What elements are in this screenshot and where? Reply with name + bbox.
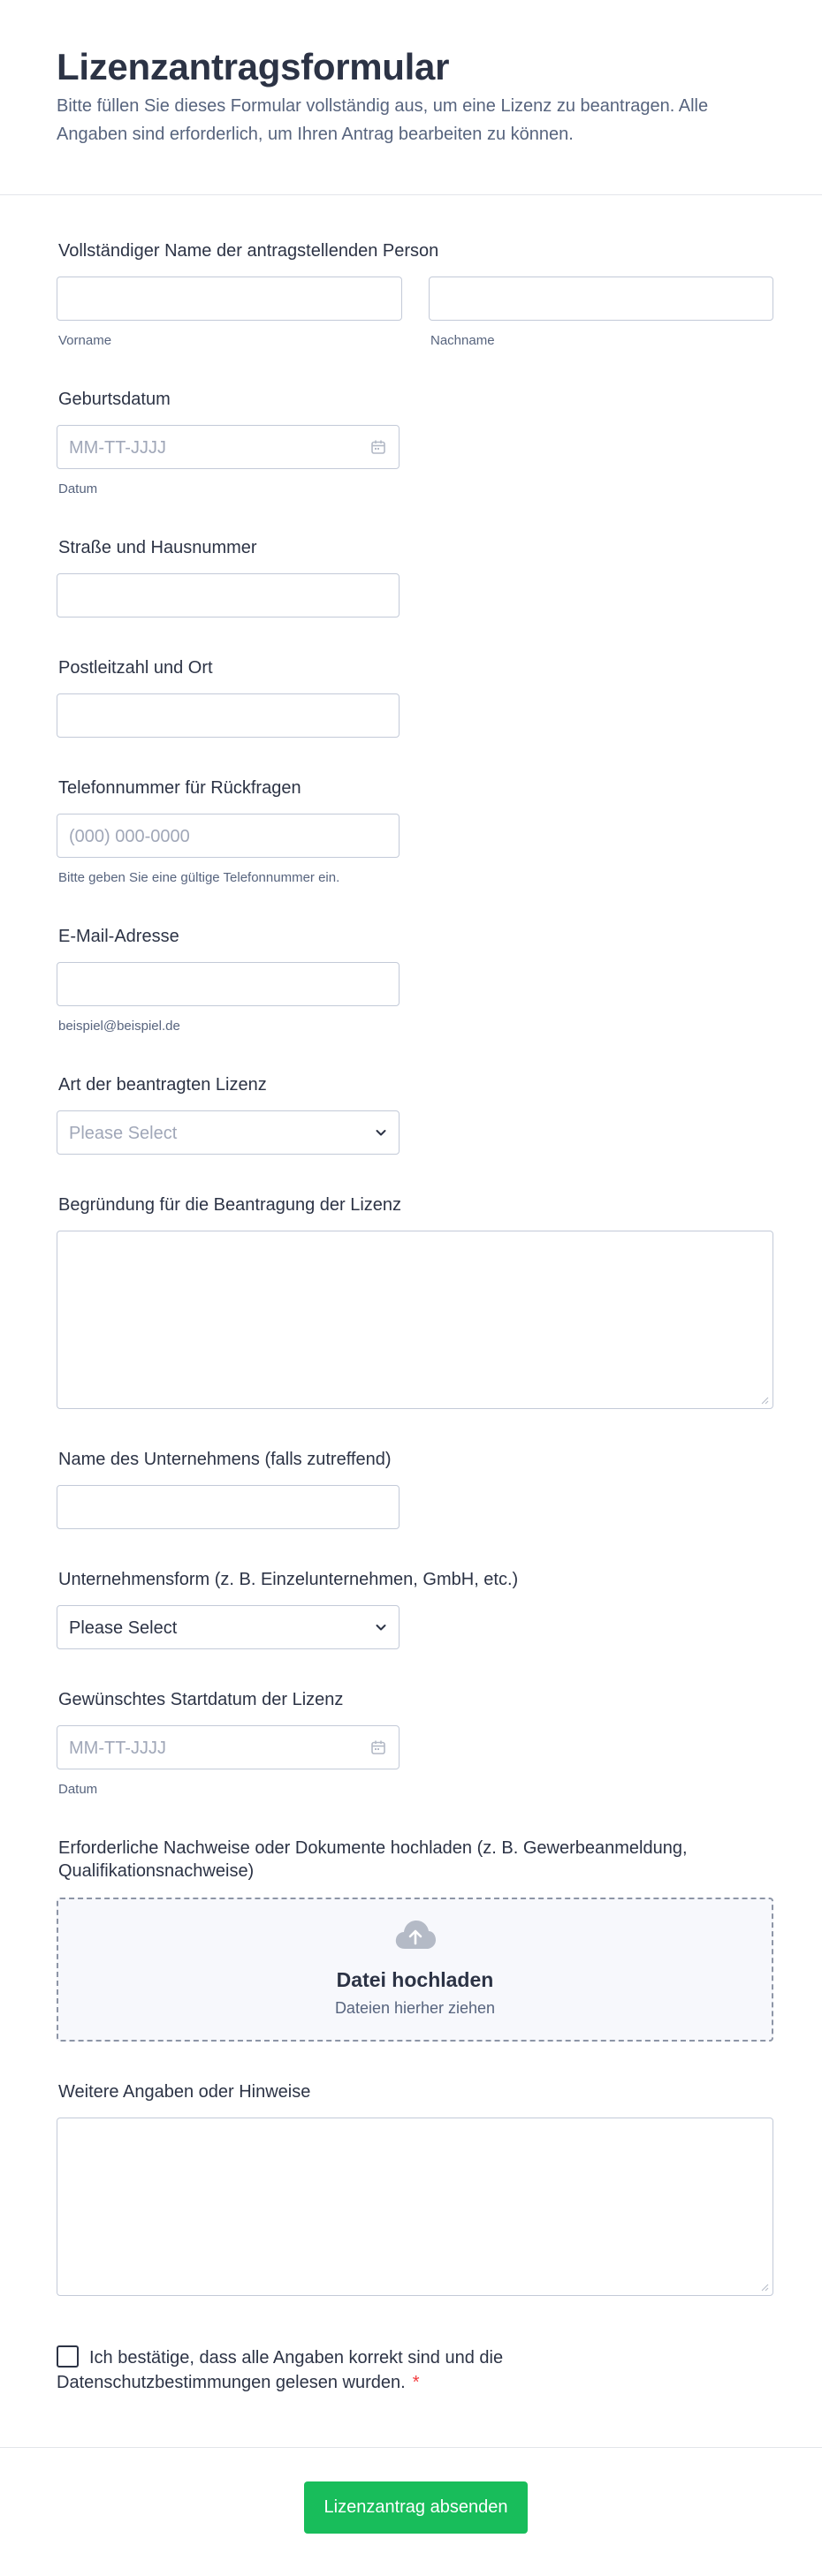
footer-divider: [0, 2447, 822, 2448]
reason-label: Begründung für die Beantragung der Lizenz: [58, 1195, 402, 1215]
phone-placeholder: (000) 000-0000: [69, 827, 190, 846]
email-label: E-Mail-Adresse: [58, 927, 179, 946]
resize-grip-icon[interactable]: [760, 2283, 769, 2292]
postal-city-input[interactable]: [57, 693, 400, 738]
birth-date-sublabel: Datum: [58, 481, 98, 496]
upload-cloud-icon: [394, 1919, 437, 1951]
chevron-down-icon: [374, 1620, 388, 1634]
form-header: [0, 0, 822, 195]
license-type-value: Please Select: [69, 1124, 178, 1143]
company-form-label: Unternehmensform (z. B. Einzelunternehmen, GmbH, etc.): [58, 1570, 519, 1589]
company-form-select[interactable]: [57, 1605, 400, 1649]
consent-checkbox[interactable]: [57, 2345, 79, 2368]
notes-textarea[interactable]: [57, 2118, 773, 2296]
phone-label: Telefonnummer für Rückfragen: [58, 778, 301, 798]
start-date-sublabel: Datum: [58, 1782, 98, 1797]
reason-textarea[interactable]: [57, 1231, 773, 1409]
consent-row: [57, 2345, 552, 2395]
calendar-icon[interactable]: [370, 439, 386, 455]
license-type-select[interactable]: [57, 1110, 400, 1155]
notes-label: Weitere Angaben oder Hinweise: [58, 2082, 311, 2102]
upload-subtitle: Dateien hierher ziehen: [334, 1999, 496, 2017]
upload-title: Datei hochladen: [336, 1968, 494, 1991]
birth-date-placeholder: MM-TT-JJJJ: [69, 438, 166, 458]
company-name-label: Name des Unternehmens (falls zutreffend): [58, 1450, 392, 1469]
chevron-down-icon: [374, 1125, 388, 1140]
start-date-label: Gewünschtes Startdatum der Lizenz: [58, 1690, 344, 1709]
start-date-placeholder: MM-TT-JJJJ: [69, 1739, 166, 1758]
license-type-label: Art der beantragten Lizenz: [58, 1075, 267, 1095]
full-name-label: Vollständiger Name der antragstellenden Person: [58, 241, 439, 261]
required-mark: *: [412, 2373, 420, 2392]
birth-date-input[interactable]: [57, 425, 400, 469]
submit-button[interactable]: Lizenzantrag absenden: [304, 2481, 528, 2534]
page-subtitle: Bitte füllen Sie dieses Formular vollständig aus, um eine Lizenz zu beantragen. Alle Angaben sind erforderlich, um Ihren Antrag bearbeiten zu können.: [57, 96, 709, 144]
start-date-input[interactable]: [57, 1725, 400, 1769]
email-input[interactable]: [57, 962, 400, 1006]
last-name-input[interactable]: [429, 277, 773, 321]
page-title: Lizenzantragsformular: [57, 46, 450, 87]
phone-sublabel: Bitte geben Sie eine gültige Telefonnummer ein.: [58, 870, 340, 885]
first-name-input[interactable]: [57, 277, 402, 321]
birth-date-label: Geburtsdatum: [58, 390, 171, 409]
street-input[interactable]: [57, 573, 400, 617]
postal-city-label: Postleitzahl und Ort: [58, 658, 213, 678]
last-name-sublabel: Nachname: [430, 333, 495, 348]
calendar-icon[interactable]: [370, 1739, 386, 1755]
file-upload-dropzone[interactable]: [57, 1898, 773, 2042]
company-form-value: Please Select: [69, 1618, 178, 1638]
documents-label: Erforderliche Nachweise oder Dokumente hochladen (z. B. Gewerbeanmeldung, Qualifikationsnachweise): [58, 1838, 688, 1881]
phone-input[interactable]: [57, 814, 400, 858]
consent-text: Ich bestätige, dass alle Angaben korrekt sind und die Datenschutzbestimmungen gelesen wurden.: [57, 2348, 504, 2392]
street-label: Straße und Hausnummer: [58, 538, 257, 557]
company-name-input[interactable]: [57, 1485, 400, 1529]
email-sublabel: beispiel@beispiel.de: [58, 1019, 180, 1034]
first-name-sublabel: Vorname: [58, 333, 112, 348]
resize-grip-icon[interactable]: [760, 1396, 769, 1405]
